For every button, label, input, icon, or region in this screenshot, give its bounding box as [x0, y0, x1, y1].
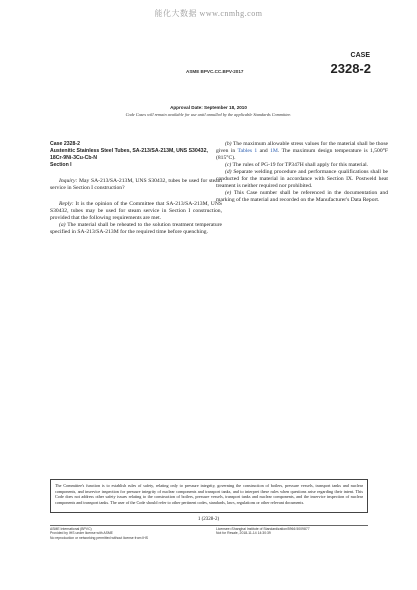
item-b-and: and: [259, 148, 268, 154]
right-column: [216, 141, 388, 204]
page-number: 1 (2328-2): [197, 517, 220, 522]
inquiry-paragraph: [50, 178, 222, 192]
code-cases-note: Code Cases will remain available for use until annulled by the applicable Standards Committee.: [125, 112, 292, 117]
item-c-label: (c): [225, 162, 232, 168]
item-d-text: Separate welding procedure and performance qualifications shall be conducted for the material in accordance with Section IX. Postweld heat treament is neither required nor prohibited.: [216, 169, 388, 189]
item-e-text: This Case number shall be referenced in the documentation and marking of the material and recorded on the Manufacturer's Data Report.: [216, 190, 388, 203]
item-d-paragraph: [216, 169, 388, 190]
item-c-paragraph: [216, 162, 388, 169]
item-b-paragraph: [216, 141, 388, 162]
left-column: [50, 141, 222, 236]
footer-right-line-1: Licensee=Shanghai Institute of Standardization/5966 5009877: [216, 527, 310, 531]
item-b-label: (b): [225, 141, 232, 147]
item-b-text-2: . The maximum design temperature is 1,500°F (815°C).: [216, 148, 388, 161]
table-1m-link[interactable]: 1M: [270, 148, 278, 154]
footer-left-line-2: Provided by IHS under license with ASME: [50, 531, 113, 536]
approval-date: Approval Date: September 18, 2010: [170, 105, 247, 110]
footer-left-line-3: No reproduction or networking permitted without license from IHS: [50, 535, 148, 540]
footer-right: [216, 527, 310, 536]
reply-paragraph: [50, 201, 222, 222]
item-e-label: (e): [225, 190, 232, 196]
item-c-text: The rules of PG-19 for TP347H shall apply for this material.: [232, 162, 369, 168]
item-b-text-1: The maximum allowable stress values for the material shall be those given in: [216, 141, 388, 154]
reply-text: It is the opinion of the Committee that SA-213/SA-213M, UNS S30432, tubes may be used for steam service in Section I construction, provided that the following requirements are met.: [50, 201, 222, 221]
inquiry-text: May SA-213/SA-213M, UNS S30432, tubes be used for steam service in Section I construction?: [50, 178, 222, 191]
committee-info-box: The Committee's function is to establish rules of safety, relating only to pressure integrity, governing the construction of boilers, pressure vessels, transport tanks and nuclear components, and inservice inspection for pressure integrity of nuclear components and transport tanks, and to interpret these rules when questions arise regarding their intent. This Code does not address other safety issues relating to the construction of boilers, pressure vessels, transport tanks and nuclear components, and the inservice inspection of nuclear components and transport tanks. The user of the Code should refer to other pertinent codes, standards, laws, regulations or other relevant documents.: [50, 479, 368, 513]
case-title-3: Section I: [50, 162, 72, 168]
case-title-2: Austenitic Stainless Steel Tubes, SA-213/SA-213M, UNS S30432, 18Cr-9Ni-3Cu-Cb-N: [50, 148, 208, 161]
watermark-text: 能化大数据 www.cnmhg.com: [154, 9, 263, 18]
case-label: CASE: [350, 52, 370, 59]
inquiry-label: Inquiry:: [59, 178, 78, 184]
footer-divider: [50, 525, 368, 526]
item-a-paragraph: [50, 222, 222, 236]
item-d-label: (d): [225, 169, 232, 175]
footer-right-line-2: Not for Resale, 2018-11-14 14:30:39: [216, 531, 271, 536]
reply-label: Reply:: [59, 201, 74, 207]
footer-left: [50, 527, 148, 540]
header-code: ASME BPVC.CC.BPV-2017: [186, 69, 244, 74]
case-number: 2328-2: [330, 61, 371, 76]
case-title-1: Case 2328-2: [50, 141, 80, 147]
item-a-label: (a): [59, 222, 66, 228]
item-e-paragraph: [216, 190, 388, 204]
tables-1-link[interactable]: Tables 1: [237, 148, 258, 154]
footer-left-line-1: ASME International (BPVC): [50, 527, 92, 531]
item-a-text: The material shall be reheated to the solution treatment temperature specified in SA-213/SA-213M for the required time before quenching.: [50, 222, 222, 235]
